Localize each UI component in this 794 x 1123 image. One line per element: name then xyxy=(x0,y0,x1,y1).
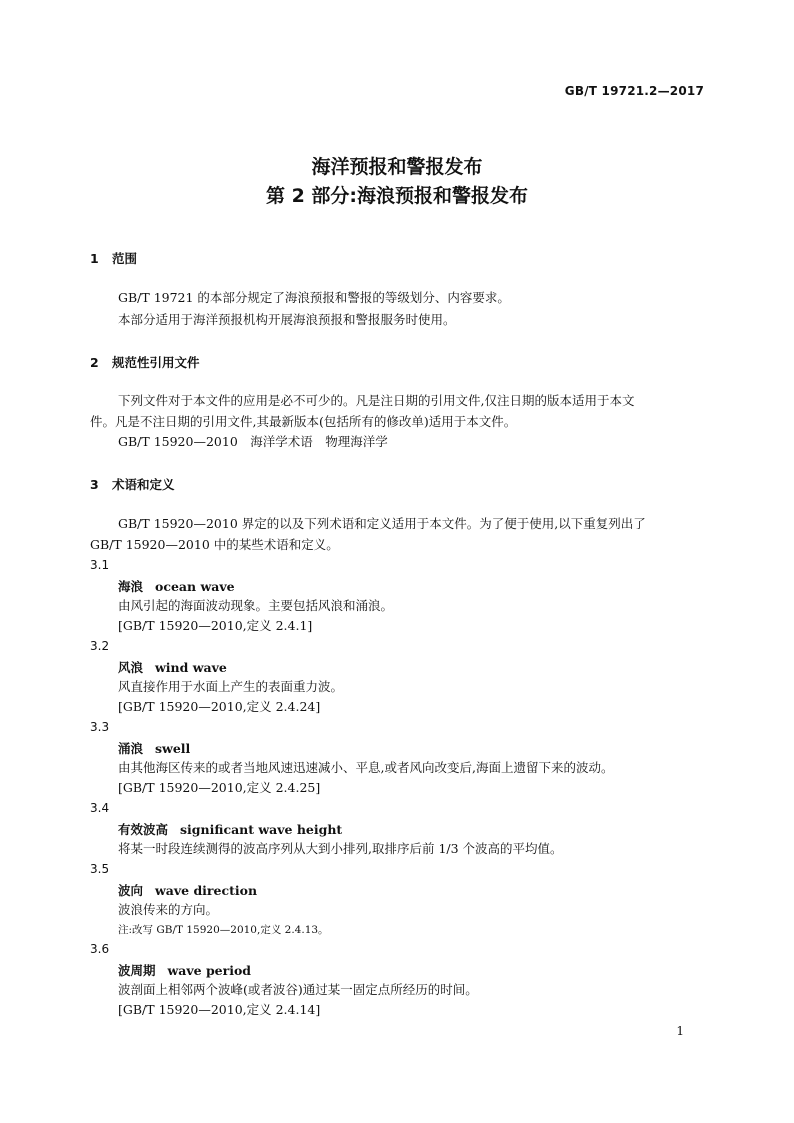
term-definition: 风直接作用于水面上产生的表面重力波。 xyxy=(118,679,344,694)
term-zh: 波向 xyxy=(118,883,144,898)
paragraph-continuation: GB/T 15920—2010 中的某些术语和定义。 xyxy=(90,537,339,552)
term-source: [GB/T 15920—2010,定义 2.4.1] xyxy=(118,618,313,633)
term-heading xyxy=(118,961,251,979)
term-heading xyxy=(118,739,190,757)
term-source: [GB/T 15920—2010,定义 2.4.14] xyxy=(118,1002,321,1017)
term-en: wave direction xyxy=(155,883,258,898)
paragraph: 本部分适用于海洋预报机构开展海浪预报和警报服务时使用。 xyxy=(118,312,456,327)
section-heading-terms xyxy=(90,475,175,493)
paragraph-continuation: 件。凡是不注日期的引用文件,其最新版本(包括所有的修改单)适用于本文件。 xyxy=(90,414,517,429)
term-number: 3.2 xyxy=(90,639,110,653)
term-en: wind wave xyxy=(155,660,227,675)
reference-entry: GB/T 15920—2010 海洋学术语 物理海洋学 xyxy=(118,434,388,449)
term-number: 3.3 xyxy=(90,720,110,734)
paragraph: GB/T 15920—2010 界定的以及下列术语和定义适用于本文件。为了便于使用,以下重复列出了 xyxy=(118,516,646,531)
term-definition: 由其他海区传来的或者当地风速迅速减小、平息,或者风向改变后,海面上遗留下来的波动。 xyxy=(118,760,614,775)
section-heading-normative-references xyxy=(90,353,200,371)
term-zh: 海浪 xyxy=(118,579,144,594)
term-zh: 风浪 xyxy=(118,660,144,675)
section-title: 范围 xyxy=(112,251,138,266)
term-heading xyxy=(118,658,227,676)
document-title: 海洋预报和警报发布 xyxy=(311,156,483,178)
term-heading xyxy=(118,820,342,838)
term-definition: 将某一时段连续测得的波高序列从大到小排列,取排序后前 1/3 个波高的平均值。 xyxy=(118,841,563,856)
term-en: ocean wave xyxy=(155,579,235,594)
term-en: swell xyxy=(155,741,191,756)
term-source: [GB/T 15920—2010,定义 2.4.24] xyxy=(118,699,321,714)
paragraph: GB/T 19721 的本部分规定了海浪预报和警报的等级划分、内容要求。 xyxy=(118,290,510,305)
section-number: 1 xyxy=(90,251,99,266)
term-number: 3.6 xyxy=(90,942,110,956)
section-title: 术语和定义 xyxy=(112,477,175,492)
term-number: 3.1 xyxy=(90,558,110,572)
document-subtitle: 第 2 部分:海浪预报和警报发布 xyxy=(265,185,529,207)
section-number: 3 xyxy=(90,477,99,492)
term-heading xyxy=(118,577,235,595)
term-note: 注:改写 GB/T 15920—2010,定义 2.4.13。 xyxy=(118,924,329,936)
paragraph: 下列文件对于本文件的应用是必不可少的。凡是注日期的引用文件,仅注日期的版本适用于本文 xyxy=(118,393,635,408)
section-title: 规范性引用文件 xyxy=(112,355,200,370)
term-definition: 波浪传来的方向。 xyxy=(118,902,219,917)
term-number: 3.4 xyxy=(90,801,110,815)
document-code: GB/T 19721.2—2017 xyxy=(564,84,704,98)
section-number: 2 xyxy=(90,355,99,370)
section-heading-scope xyxy=(90,249,137,267)
term-zh: 波周期 xyxy=(118,963,156,978)
term-definition: 由风引起的海面波动现象。主要包括风浪和涌浪。 xyxy=(118,598,394,613)
term-en: significant wave height xyxy=(180,822,343,837)
term-heading xyxy=(118,881,257,899)
term-en: wave period xyxy=(167,963,252,978)
term-zh: 有效波高 xyxy=(118,822,169,837)
term-number: 3.5 xyxy=(90,862,110,876)
term-definition: 波剖面上相邻两个波峰(或者波谷)通过某一固定点所经历的时间。 xyxy=(118,982,478,997)
term-zh: 涌浪 xyxy=(118,741,144,756)
term-source: [GB/T 15920—2010,定义 2.4.25] xyxy=(118,780,321,795)
page-number: 1 xyxy=(676,1024,684,1038)
